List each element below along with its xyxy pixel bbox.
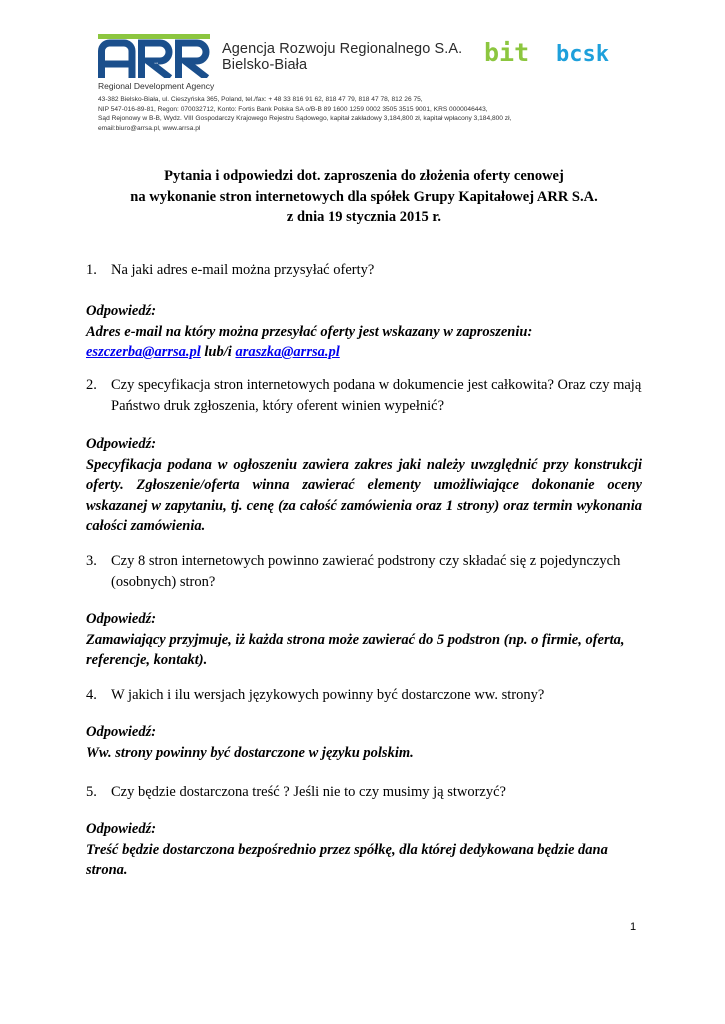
question-1 [86,260,667,281]
address-line: Sąd Rejonowy w B-B, Wydz. VIII Gospodarczy Krajowego Rejestru Sądowego, kapitał zakładowy 3,184,800 zł, kapitał wpłacony 3,184,800 zł, [98,115,512,123]
svg-text:ARR: ARR [154,63,159,65]
bit-logo [484,40,544,66]
title-line: na wykonanie stron internetowych dla spółek Grupy Kapitałowej ARR S.A. [130,188,598,205]
agency-name-line1: Agencja Rozwoju Regionalnego S.A. [222,41,463,57]
question-2 [86,375,667,416]
answer-text: Ww. strony powinny być dostarczone w języku polskim. [86,744,414,761]
svg-text:bit: bit [484,40,530,66]
answer-label: Odpowiedź: [86,303,157,319]
question-text: Czy 8 stron internetowych powinno zawierać podstrony czy składać się z pojedynczych (osobnych) stron? [111,553,621,590]
answer-1 [86,301,642,363]
english-agency-name: Regional Development Agency [98,81,215,91]
question-5 [86,782,667,803]
question-text: Czy specyfikacja stron internetowych podana w dokumencie jest całkowita? Oraz czy mają Państwo druk zgłoszenia, który oferent winien wypełnić? [111,377,642,414]
email-link-eszczerba[interactable]: eszczerba@arrsa.pl [86,344,201,360]
arr-logo [98,34,210,78]
question-number: 1. [86,262,97,278]
answer-5 [86,819,642,881]
question-number: 4. [86,687,97,703]
agency-name [222,41,462,73]
agency-name-line2: Bielsko-Biała [222,57,308,73]
bcsk-logo [556,41,646,65]
answer-label: Odpowiedź: [86,724,157,740]
answer-text: Zamawiający przyjmuje, iż każda strona może zawierać do 5 podstron (np. o firmie, oferta, referencje, kontakt). [86,631,625,668]
answer-4 [86,722,642,763]
address-line: email:biuro@arrsa.pl, www.arrsa.pl [98,124,201,132]
question-number: 2. [86,377,97,393]
address-block [98,95,511,133]
question-text: Na jaki adres e-mail można przysyłać oferty? [111,262,375,278]
answer-text: Adres e-mail na który można przesyłać oferty jest wskazany w zaproszeniu: eszczerba@arrsa.pl lub/i araszka@arrsa.pl [86,323,533,360]
answer-label: Odpowiedź: [86,821,157,837]
question-4 [86,685,667,706]
answer-2 [86,434,642,537]
title-line: Pytania i odpowiedzi dot. zaproszenia do złożenia oferty cenowej [164,168,564,184]
question-number: 3. [86,553,97,569]
email-link-araszka[interactable]: araszka@arrsa.pl [235,344,340,360]
address-line: 43-382 Bielsko-Biała, ul. Cieszyńska 365, Poland, tel./fax: + 48 33 816 91 62, 818 47 79, 818 47 78, 812 26 75, [98,96,423,103]
page-number: 1 [630,921,637,933]
answer-text: Treść będzie dostarczona bezpośrednio przez spółkę, dla której dedykowana będzie dana strona. [86,841,608,878]
answer-3 [86,609,642,671]
address-line: NIP 547-016-89-81, Regon: 070032712, Konto: Fortis Bank Polska SA o/B-B 89 1600 1259 0002 3505 3515 9001, KRS 0000046443, [98,105,488,113]
question-3 [86,551,667,592]
answer-text: Specyfikacja podana w ogłoszeniu zawiera zakres jaki należy uwzględnić przy konstrukcji oferty. Zgłoszenie/oferta winna zawierać elementy umożliwiające dokonanie oceny wskazanej w zapytaniu, tj. cenę (za całość zamówienia oraz 1 strony) oraz termin wykonania całości zamówienia. [86,456,642,534]
document-title [86,166,642,228]
svg-text:bcsk: bcsk [556,42,609,65]
question-text: W jakich i ilu wersjach językowych powinny być dostarczone ww. strony? [111,687,545,703]
title-line: z dnia 19 stycznia 2015 r. [286,209,442,225]
question-text: Czy będzie dostarczona treść ? Jeśli nie to czy musimy ją stworzyć? [111,784,506,800]
answer-label: Odpowiedź: [86,436,157,452]
answer-label: Odpowiedź: [86,611,157,627]
answer-connector: lub/i [200,344,236,360]
question-number: 5. [86,784,97,800]
